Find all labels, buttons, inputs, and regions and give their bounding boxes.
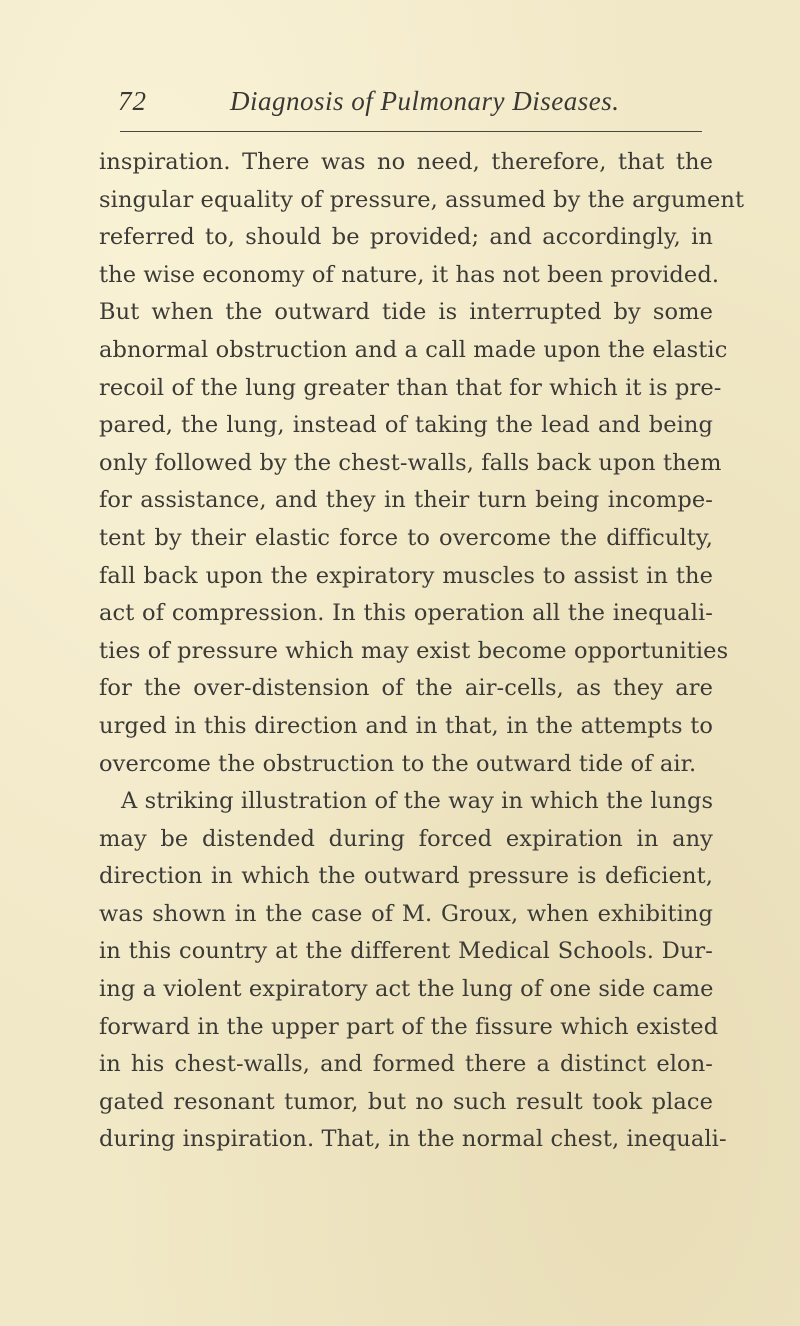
text-line: act of compression. In this operation all the inequali- (99, 600, 713, 627)
text-line: ties of pressure which may exist become opportunities (99, 637, 729, 664)
text-line: only followed by the chest-walls, falls back upon them (99, 449, 722, 476)
page-number: 72 (118, 86, 147, 116)
text-line: inspiration. There was no need, therefore, that the (99, 149, 713, 175)
text-line: in this country at the different Medical Schools. Dur- (99, 938, 713, 965)
text-line: the wise economy of nature, it has not been provided. (99, 261, 720, 288)
header-rule (120, 131, 702, 132)
text-line: singular equality of pressure, assumed by the argument (99, 186, 745, 213)
text-line: referred to, should be provided; and accordingly, in (99, 224, 713, 251)
text-line: gated resonant tumor, but no such result took place (99, 1088, 713, 1115)
text-line: may be distended during forced expiration in any (99, 825, 713, 852)
text-line: pared, the lung, instead of taking the lead and being (99, 412, 713, 439)
text-line: tent by their elastic force to overcome the difficulty, (99, 524, 713, 551)
running-head (100, 86, 700, 122)
text-line: urged in this direction and in that, in the attempts to (99, 712, 713, 739)
text-line: was shown in the case of M. Groux, when exhibiting (99, 900, 713, 927)
text-line: recoil of the lung greater than that for which it is pre- (99, 374, 722, 401)
text-line: ing a violent expiratory act the lung of one side came (99, 976, 714, 1003)
body-text (99, 144, 745, 1159)
text-line: forward in the upper part of the fissure which existed (99, 1013, 719, 1040)
text-line: during inspiration. That, in the normal chest, inequali- (99, 1126, 727, 1153)
text-line: But when the outward tide is interrupted by some (99, 299, 713, 326)
paragraph-start-line: A striking illustration of the way in which the lungs (121, 788, 714, 815)
text-line: for the over-distension of the air-cells, as they are (99, 675, 713, 702)
text-line: for assistance, and they in their turn being incompe- (99, 487, 713, 514)
text-line: fall back upon the expiratory muscles to assist in the (99, 562, 713, 589)
text-line: in his chest-walls, and formed there a distinct elon- (99, 1051, 713, 1078)
text-line: abnormal obstruction and a call made upon the elastic (99, 336, 728, 363)
running-title: Diagnosis of Pulmonary Diseases. (230, 86, 620, 116)
paragraph-end-line: overcome the obstruction to the outward tide of air. (99, 750, 697, 777)
text-line: direction in which the outward pressure is deficient, (99, 863, 713, 890)
